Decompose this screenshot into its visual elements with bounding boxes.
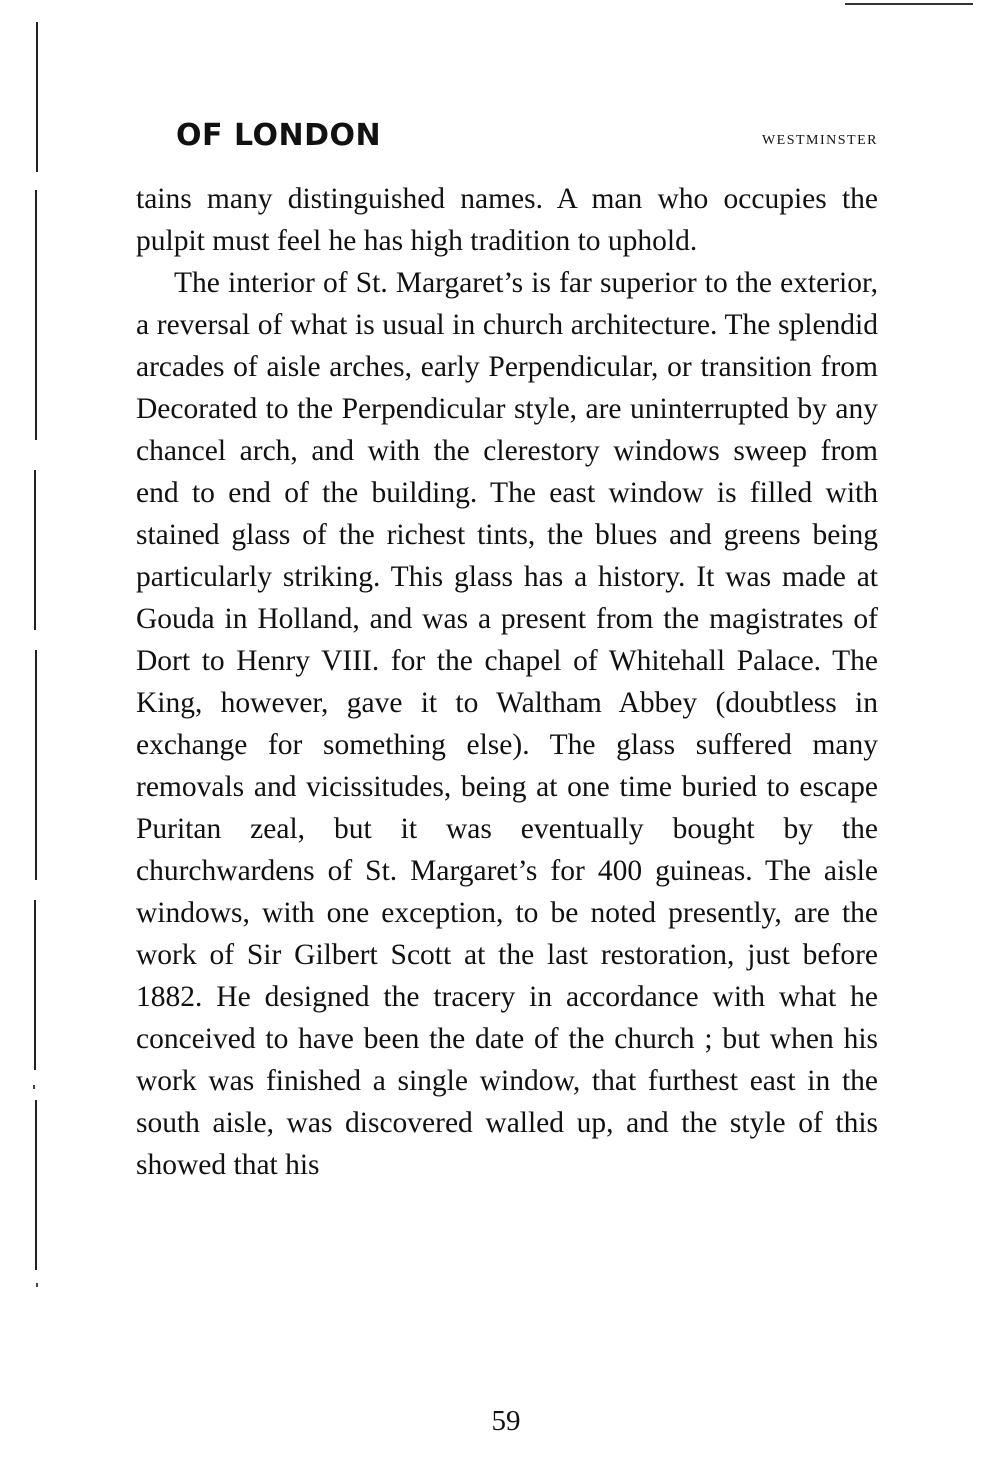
scan-margin-line	[34, 470, 36, 630]
paragraph: The interior of St. Margaret’s is far superior to the exterior, a reversal of what is usual in church architecture. The splendid arcades of aisle arches, early Perpendicular, or transition from Decorated to the Perpendicular style, are uninterrupted by any chancel arch, and with the clerestory windows sweep from end to end of the building. The east window is filled with stained glass of the richest tints, the blues and greens being particularly striking. This glass has a history. It was made at Gouda in Holland, and was a present from the magistrates of Dort to Henry VIII. for the chapel of Whitehall Palace. The King, however, gave it to Waltham Abbey (doubtless in exchange for something else). The glass suffered many removals and vicissitudes, being at one time buried to escape Puritan zeal, but it was eventually bought by the churchwardens of St. Margaret’s for 400 guineas. The aisle windows, with one exception, to be noted presently, are the work of Sir Gilbert Scott at the last restoration, just before 1882. He designed the tracery in accordance with what he conceived to have been the date of the church ; but when his work was finished a single window, that furthest east in the south aisle, was discovered walled up, and the style of this showed that his	[136, 267, 878, 1181]
scan-margin-line	[35, 190, 37, 440]
page-header	[176, 118, 878, 160]
scan-speck	[33, 1085, 35, 1089]
body-text	[136, 178, 878, 1186]
scan-margin-line	[35, 650, 37, 880]
scan-margin-line	[34, 900, 36, 1070]
scan-margin-line	[35, 1100, 37, 1270]
running-title: OF LONDON	[176, 118, 382, 153]
page-number: 59	[491, 1405, 521, 1437]
scan-speck	[36, 1283, 38, 1287]
section-title: WESTMINSTER	[761, 133, 878, 148]
scan-margin-line	[36, 22, 38, 172]
paragraph: tains many distinguished names. A man who occupies the pulpit must feel he has high tradition to uphold.	[136, 183, 878, 257]
top-edge-rule	[845, 3, 973, 5]
